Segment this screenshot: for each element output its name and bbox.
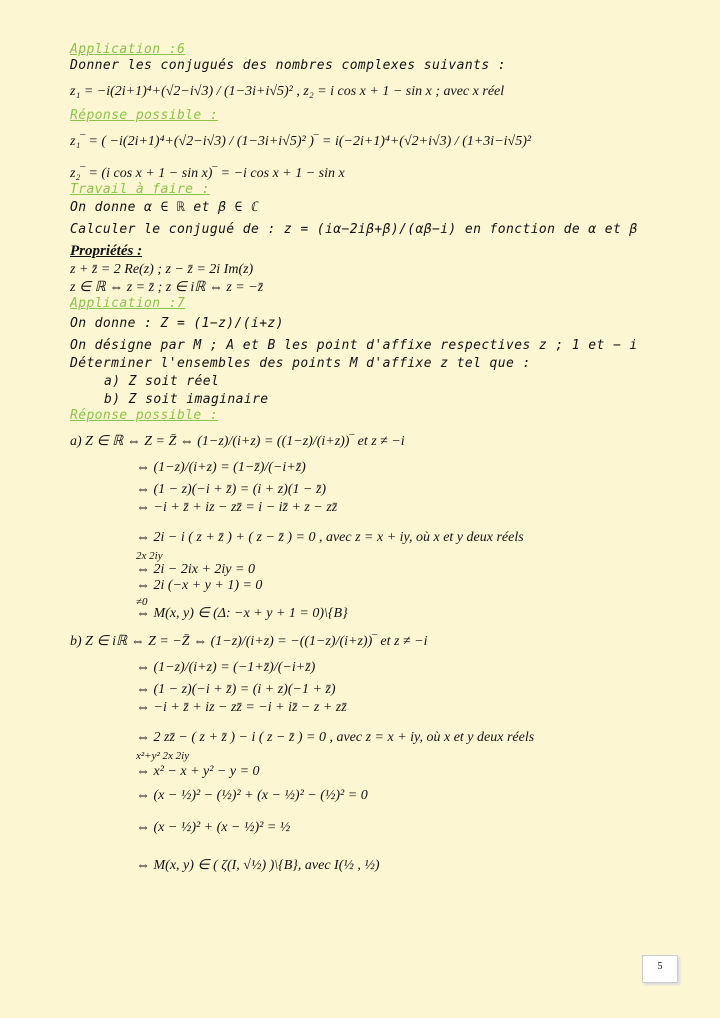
text-line-l25: ⇔ 2i − 2ix + 2iy = 0 <box>136 562 255 577</box>
text-line-l11: z ∈ ℝ ⇔ z = z̄ ; z ∈ iℝ ⇔ z = −z̄ <box>70 280 264 295</box>
text-line-l26: ⇔ 2i (−x + y + 1) = 0 <box>136 578 263 593</box>
text-line-l36: ⇔ (x − ½)² − (½)² + (x − ½)² − (½)² = 0 <box>136 788 368 803</box>
text-line-l0: Application :6 <box>70 42 186 57</box>
text-line-l28: ⇔ M(x, y) ∈ (Δ: −x + y + 1 = 0)\{B} <box>136 606 348 621</box>
page-number: 5 <box>642 955 678 983</box>
text-line-l9: Propriétés : <box>70 243 143 259</box>
text-line-l1: Donner les conjugués des nombres complexes suivants : <box>70 58 507 73</box>
text-line-l20: ⇔ (1−z)/(i+z) = (1−z̄)/(−i+z̄) <box>136 460 306 475</box>
text-line-l6: Travail à faire : <box>70 182 210 197</box>
text-line-l16: a) Z soit réel <box>104 374 220 389</box>
text-line-l12: Application :7 <box>70 296 186 311</box>
text-line-l13: On donne : Z = (1−z)/(i+z) <box>70 316 284 331</box>
text-line-l22: ⇔ −i + z̄ + iz − zz̄ = i − iz̄ + z − zz̄ <box>136 500 338 515</box>
text-line-l35: ⇔ x² − x + y² − y = 0 <box>136 764 260 779</box>
text-line-l3: Réponse possible : <box>70 108 219 123</box>
text-line-l31: ⇔ (1 − z)(−i + z̄) = (i + z)(−1 + z̄) <box>136 682 336 697</box>
text-line-l19: a) Z ∈ ℝ ⇔ Z = Z̄ ⇔ (1−z)/(i+z) = ((1−z)/(i+z))‾ et z ≠ −i <box>70 434 405 449</box>
text-line-l5: z₂‾ = (i cos x + 1 − sin x)‾ = −i cos x + 1 − sin x <box>70 166 345 181</box>
text-line-l10: z + z̄ = 2 Re(z) ; z − z̄ = 2i Im(z) <box>70 262 254 277</box>
text-line-l7: On donne α ∈ ℝ et β ∈ ℂ <box>70 200 260 215</box>
text-line-l21: ⇔ (1 − z)(−i + z̄) = (i + z)(1 − z̄) <box>136 482 327 497</box>
text-line-l38: ⇔ M(x, y) ∈ ( ζ(I, √½) )\{B}, avec I(½ , ½) <box>136 858 380 873</box>
text-line-l2: z₁ = −i(2i+1)⁴+(√2−i√3) / (1−3i+i√5)² , z₂ = i cos x + 1 − sin x ; avec x réel <box>70 84 505 99</box>
text-line-l29: b) Z ∈ iℝ ⇔ Z = −Z̄ ⇔ (1−z)/(i+z) = −((1−z)/(i+z))‾ et z ≠ −i <box>70 634 428 649</box>
text-line-l24: 2x 2iy <box>136 550 163 562</box>
text-line-l4: z₁‾ = ( −i(2i+1)⁴+(√2−i√3) / (1−3i+i√5)² )‾ = i(−2i+1)⁴+(√2+i√3) / (1+3i−i√5)² <box>70 134 532 149</box>
text-line-l8: Calculer le conjugué de : z = (iα−2iβ+β)/(αβ−i) en fonction de α et β <box>70 222 638 237</box>
text-line-l18: Réponse possible : <box>70 408 219 423</box>
text-line-l34: x²+y² 2x 2iy <box>136 750 190 762</box>
text-line-l17: b) Z soit imaginaire <box>104 392 269 407</box>
text-line-l15: Déterminer l'ensembles des points M d'affixe z tel que : <box>70 356 531 371</box>
text-line-l33: ⇔ 2 zz̄ − ( z + z̄ ) − i ( z − z̄ ) = 0 , avec z = x + iy, où x et y deux réels <box>136 730 535 745</box>
text-line-l32: ⇔ −i + z̄ + iz − zz̄ = −i + iz̄ − z + zz̄ <box>136 700 347 715</box>
text-line-l14: On désigne par M ; A et B les point d'affixe respectives z ; 1 et − i <box>70 338 638 353</box>
text-line-l37: ⇔ (x − ½)² + (x − ½)² = ½ <box>136 820 291 835</box>
text-line-l27: ≠0 <box>136 596 148 608</box>
text-line-l23: ⇔ 2i − i ( z + z̄ ) + ( z − z̄ ) = 0 , avec z = x + iy, où x et y deux réels <box>136 530 524 545</box>
text-line-l30: ⇔ (1−z)/(i+z) = (−1+z̄)/(−i+z̄) <box>136 660 316 675</box>
